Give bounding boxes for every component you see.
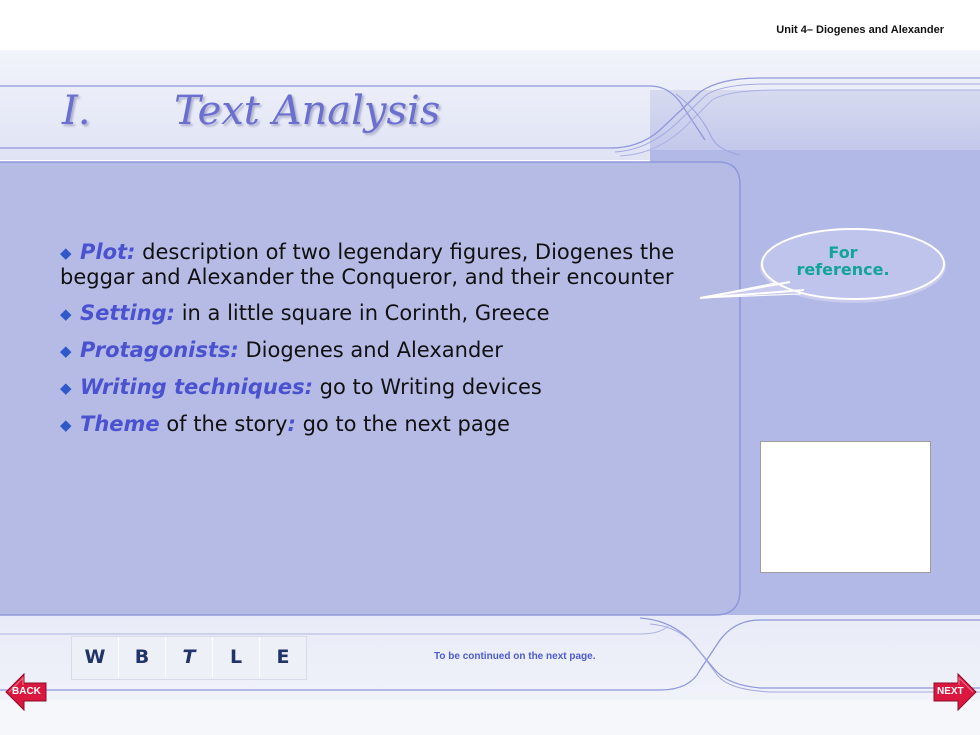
continued-note: To be continued on the next page. bbox=[434, 651, 596, 662]
diamond-bullet-icon: ◆ bbox=[60, 305, 72, 323]
tab-l[interactable]: L bbox=[213, 637, 260, 677]
diamond-bullet-icon: ◆ bbox=[60, 244, 72, 262]
top-bar bbox=[0, 0, 980, 50]
callout-line-1: For bbox=[828, 243, 858, 262]
unit-title: Unit 4– Diogenes and Alexander bbox=[776, 24, 944, 36]
item-key: Protagonists: bbox=[80, 338, 239, 362]
section-tabs bbox=[71, 636, 307, 680]
tab-w[interactable]: W bbox=[72, 637, 119, 677]
item-text: go to Writing devices bbox=[312, 375, 542, 399]
list-item-theme bbox=[60, 412, 710, 437]
tab-t[interactable]: T bbox=[166, 637, 213, 677]
diamond-bullet-icon: ◆ bbox=[60, 342, 72, 360]
list-item-plot bbox=[60, 240, 710, 289]
tab-b[interactable]: B bbox=[119, 637, 166, 677]
callout-line-2: reference. bbox=[796, 260, 890, 279]
reference-callout bbox=[760, 244, 926, 278]
list-item-protagonists bbox=[60, 338, 710, 363]
next-button[interactable] bbox=[932, 670, 978, 714]
back-button[interactable] bbox=[4, 670, 48, 714]
diamond-bullet-icon: ◆ bbox=[60, 379, 72, 397]
item-suffix: go to the next page bbox=[295, 412, 510, 436]
content-list bbox=[60, 240, 710, 449]
item-key: Setting: bbox=[80, 301, 176, 325]
image-placeholder bbox=[760, 441, 931, 573]
title-number: I. bbox=[62, 88, 91, 134]
tab-e[interactable]: E bbox=[276, 646, 290, 668]
next-label: NEXT bbox=[937, 686, 964, 697]
list-item-setting bbox=[60, 301, 710, 326]
item-text: in a little square in Corinth, Greece bbox=[175, 301, 550, 325]
item-text: of the story bbox=[159, 412, 288, 436]
diamond-bullet-icon: ◆ bbox=[60, 416, 72, 434]
item-text: Diogenes and Alexander bbox=[238, 338, 503, 362]
back-label: BACK bbox=[12, 686, 41, 697]
item-key: Writing techniques: bbox=[80, 375, 313, 399]
item-key: Theme bbox=[80, 412, 160, 436]
page-title bbox=[62, 88, 440, 134]
list-item-writing-techniques bbox=[60, 375, 710, 400]
item-text: description of two legendary figures, Diogenes the beggar and Alexander the Conqueror, and their encounter bbox=[60, 240, 675, 289]
item-key: Plot: bbox=[80, 240, 136, 264]
title-text: Text Analysis bbox=[174, 88, 441, 134]
item-suffix-key: : bbox=[287, 412, 296, 436]
